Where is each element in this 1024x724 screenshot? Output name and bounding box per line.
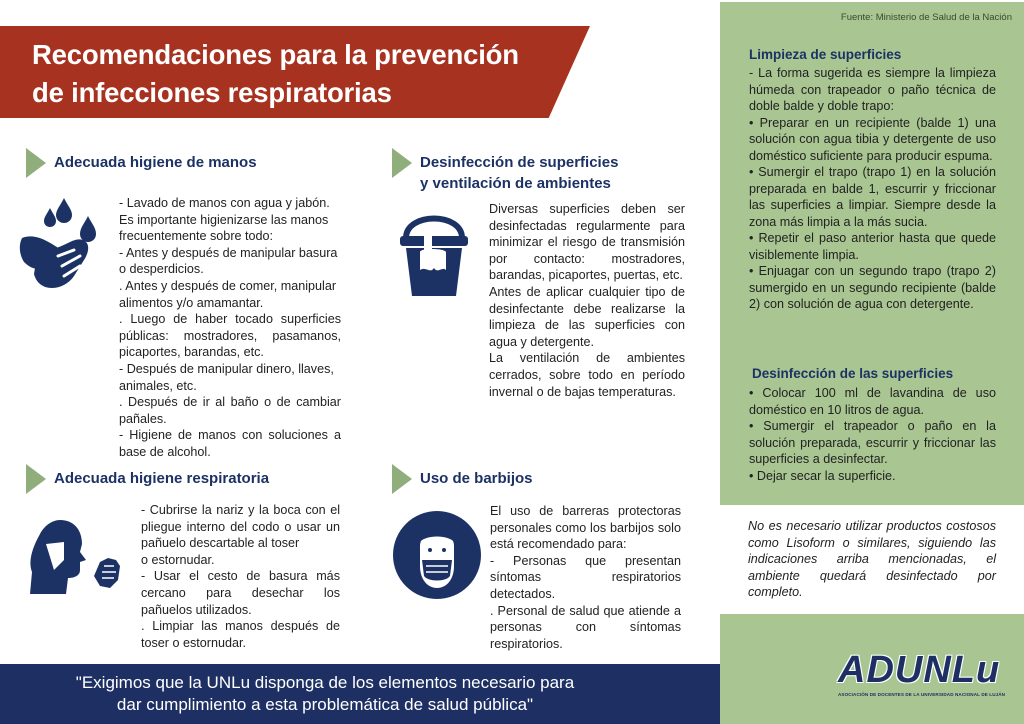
- section-disinfection-heading: [392, 152, 618, 194]
- face-mask-icon: [392, 510, 482, 605]
- adunlu-logo: [838, 649, 1006, 697]
- triangle-marker-icon: [392, 464, 412, 494]
- title-line-1: Recomendaciones para la prevención: [32, 39, 519, 70]
- respiratory-line: - Cubrirse la nariz y la boca con el pliegue interno del codo o usar un pañuelo descartable al toser: [141, 503, 340, 551]
- footer-line-1: "Exigimos que la UNLu disponga de los elementos necesario para: [75, 673, 575, 692]
- section-masks-heading: [392, 468, 533, 494]
- disinfect-title: Desinfección de las superficies: [752, 366, 954, 381]
- section-hands-heading: [26, 152, 257, 178]
- disinfection-title-line-1: Desinfección de superficies: [420, 154, 619, 171]
- masks-line: El uso de barreras protectoras personales como los barbijos solo está recomendado para:: [490, 504, 681, 552]
- cleaning-line: • Repetir el paso anterior hasta que quede visiblemente limpia.: [749, 231, 996, 262]
- section-masks-title: Uso de barbijos: [420, 470, 533, 487]
- disinfection-title-line-2: y ventilación de ambientes: [420, 175, 611, 192]
- bucket-icon: [398, 208, 470, 305]
- hands-line: - Lavado de manos con agua y jabón.: [119, 196, 330, 210]
- cleaning-line: • Sumergir el trapo (trapo 1) en la solución preparada en balde 1, escurrir y friccionar las superficies a limpiar. Siempre desde la zona más limpia a la más sucia.: [749, 165, 996, 229]
- section-hands-title: Adecuada higiene de manos: [54, 154, 257, 171]
- cleaning-title: Limpieza de superficies: [749, 47, 902, 62]
- hands-line: . Luego de haber tocado superficies públicas: mostradores, pasamanos, picaportes, barandas, etc.: [119, 312, 341, 360]
- hands-line: . Después de ir al baño o de cambiar pañales.: [119, 395, 341, 426]
- section-respiratory-heading: [26, 468, 269, 494]
- cleaning-text: [749, 65, 996, 313]
- masks-line: . Personal de salud que atiende a personas con síntomas respiratorios.: [490, 603, 681, 651]
- disinfect-line: • Sumergir el trapeador o paño en la solución preparada, escurrir y friccionar las superficies a desinfectar.: [749, 419, 996, 466]
- cleaning-line: - La forma sugerida es siempre la limpieza húmeda con trapeador o paño técnica de doble balde y doble trapo:: [749, 66, 996, 113]
- hands-line: Es importante higienizarse las manos frecuentemente sobre todo:: [119, 212, 329, 244]
- cleaning-line: • Enjuagar con un segundo trapo (trapo 2) sumergido en un segundo recipiente (balde 2) con solución de agua con detergente.: [749, 264, 996, 311]
- triangle-marker-icon: [392, 148, 412, 178]
- disinfect-line: • Dejar secar la superficie.: [749, 468, 896, 483]
- source-label: Fuente: Ministerio de Salud de la Nación: [840, 12, 1012, 23]
- respiratory-line: o estornudar.: [141, 552, 215, 567]
- page-title: [32, 36, 592, 112]
- hands-line: . Antes y después de comer, manipular alimentos y/o amamantar.: [119, 278, 337, 310]
- masks-line: - Personas que presentan síntomas respiratorios detectados.: [490, 553, 681, 601]
- disinfection-line: Diversas superficies deben ser desinfectadas regularmente para minimizar el riesgo de transmisión por contacto: mostradores, barandas, picaportes, puertas, etc.: [489, 202, 685, 283]
- title-line-2: de infecciones respiratorias: [32, 77, 392, 108]
- respiratory-line: - Usar el cesto de basura más cercano para desechar los pañuelos utilizados.: [141, 569, 340, 617]
- logo-wordmark: ADUNLu: [838, 649, 1001, 691]
- hands-line: - Higiene de manos con soluciones a base de alcohol.: [119, 428, 341, 459]
- section-masks-text: [490, 503, 681, 652]
- disinfect-text: [749, 385, 996, 484]
- logo-subtitle: ASOCIACIÓN DE DOCENTES DE LA UNIVERSIDAD NACIONAL DE LUJÁN: [838, 692, 1006, 697]
- section-respiratory-text: [141, 502, 340, 651]
- triangle-marker-icon: [26, 148, 46, 178]
- section-disinfection-title: [420, 152, 618, 194]
- footer-line-2: dar cumplimiento a esta problemática de salud pública": [116, 695, 534, 714]
- triangle-marker-icon: [26, 464, 46, 494]
- disinfect-line: • Colocar 100 ml de lavandina de uso doméstico en 10 litros de agua.: [749, 386, 996, 417]
- note-text: No es necesario utilizar productos costosos como Lisoform o similares, siguiendo las indicaciones arriba mencionadas, el ambiente quedará desinfectado por completo.: [748, 519, 996, 599]
- respiratory-line: . Limpiar las manos después de toser o estornudar.: [141, 619, 340, 650]
- cleaning-line: • Preparar en un recipiente (balde 1) una solución con agua tibia y detergente de uso doméstico suficiente para producir espuma.: [749, 115, 996, 163]
- disinfection-line: La ventilación de ambientes cerrados, sobre todo en período invernal o de bajas temperaturas.: [489, 351, 685, 399]
- hands-line: - Antes y después de manipular basura o desperdicios.: [119, 245, 338, 277]
- section-respiratory-title: Adecuada higiene respiratoria: [54, 470, 270, 487]
- hands-line: - Después de manipular dinero, llaves, animales, etc.: [119, 361, 334, 393]
- sneeze-person-icon: [30, 520, 124, 599]
- section-disinfection-text: [489, 201, 685, 400]
- disinfection-line: Antes de aplicar cualquier tipo de desinfectante debe realizarse la limpieza de las superficies con agua y detergente.: [489, 284, 685, 349]
- section-hands-text: [119, 195, 341, 461]
- handwash-icon: [18, 198, 104, 295]
- footer-quote: [0, 672, 650, 716]
